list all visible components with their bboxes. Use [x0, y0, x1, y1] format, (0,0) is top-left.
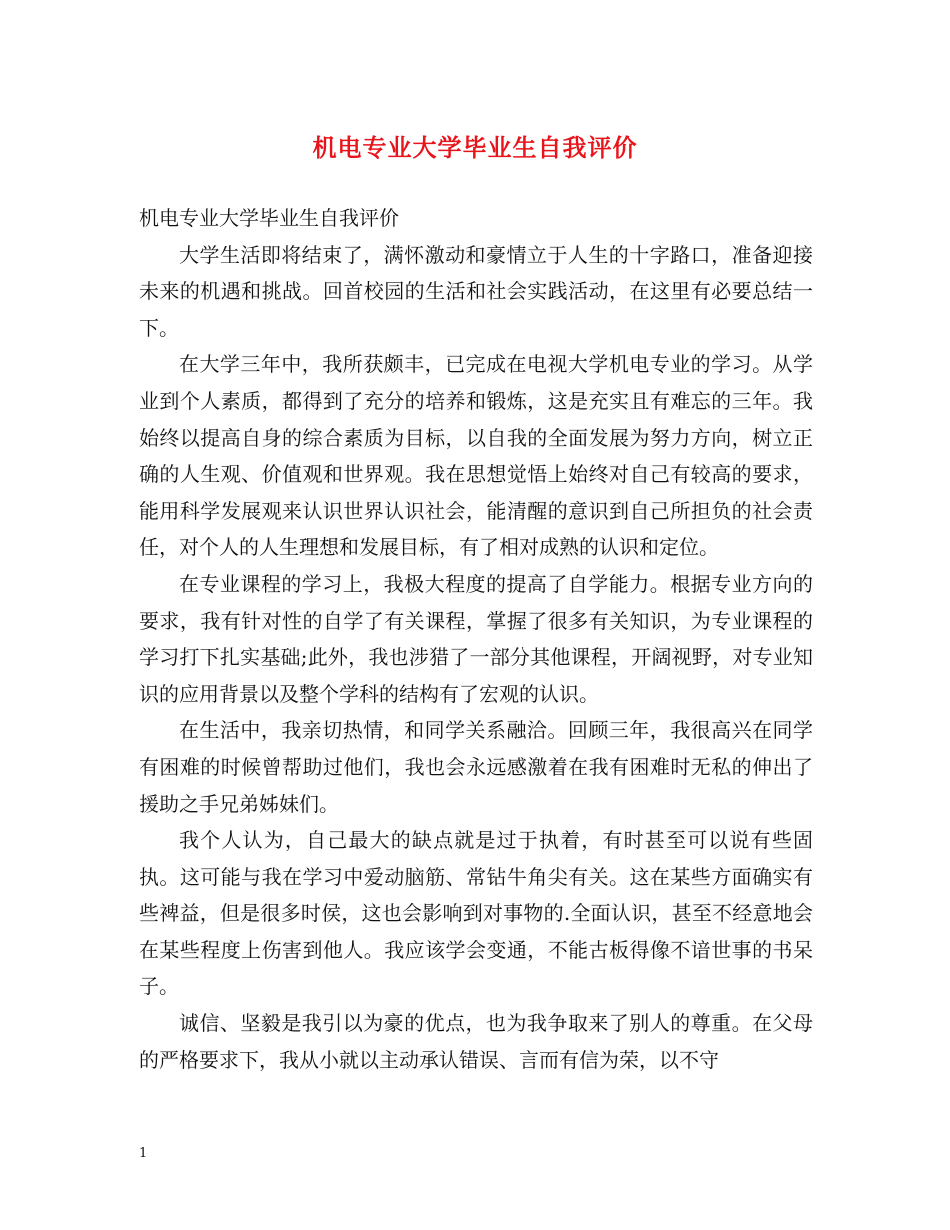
- body-paragraph: 大学生活即将结束了，满怀激动和豪情立于人生的十字路口，准备迎接未来的机遇和挑战。回首校园的生活和社会实践活动，在这里有必要总结一下。: [139, 242, 813, 340]
- body-paragraph: 诚信、坚毅是我引以为豪的优点，也为我争取来了别人的尊重。在父母的严格要求下，我从小就以主动承认错误、言而有信为荣，以不守: [139, 1011, 813, 1072]
- body-paragraph: 在大学三年中，我所获颇丰，已完成在电视大学机电专业的学习。从学业到个人素质，都得到了充分的培养和锻炼，这是充实且有难忘的三年。我始终以提高自身的综合素质为目标，以自我的全面发展为努力方向，树立正确的人生观、价值观和世界观。我在思想觉悟上始终对自己有较高的要求，能用科学发展观来认识世界认识社会，能清醒的意识到自己所担负的社会责任，对个人的人生理想和发展目标，有了相对成熟的认识和定位。: [139, 352, 813, 560]
- document-title: 机电专业大学毕业生自我评价: [312, 133, 638, 162]
- body-paragraph: 在生活中，我亲切热情，和同学关系融洽。回顾三年，我很高兴在同学有困难的时候曾帮助过他们，我也会永远感激着在我有困难时无私的伸出了援助之手兄弟姊妹们。: [139, 718, 813, 816]
- document-body: [139, 200, 813, 1078]
- subtitle-paragraph: 机电专业大学毕业生自我评价: [139, 206, 399, 230]
- body-paragraph: 我个人认为，自己最大的缺点就是过于执着，有时甚至可以说有些固执。这可能与我在学习中爱动脑筋、常钻牛角尖有关。这在某些方面确实有些裨益，但是很多时侯，这也会影响到对事物的.全面认识，甚至不经意地会在某些程度上伤害到他人。我应该学会变通，不能古板得像不谙世事的书呆子。: [139, 828, 813, 999]
- page-number: 1: [139, 1146, 148, 1161]
- body-paragraph: 在专业课程的学习上，我极大程度的提高了自学能力。根据专业方向的要求，我有针对性的自学了有关课程，掌握了很多有关知识，为专业课程的学习打下扎实基础;此外，我也涉猎了一部分其他课程，开阔视野，对专业知识的应用背景以及整个学科的结构有了宏观的认识。: [139, 571, 813, 706]
